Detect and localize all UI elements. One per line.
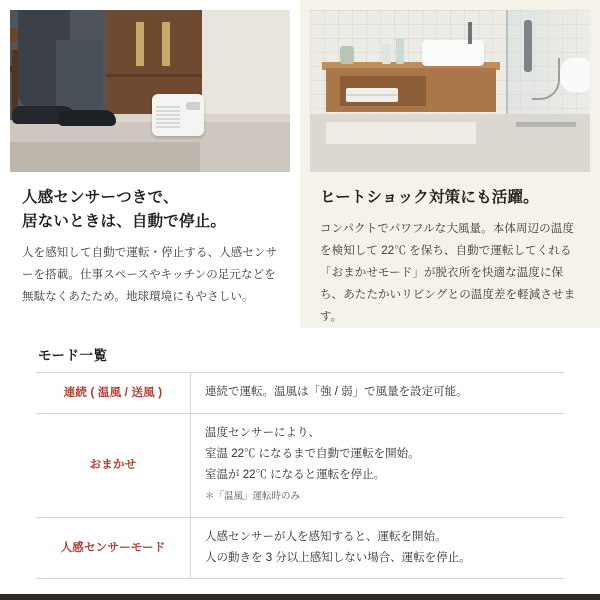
mode-name-auto: おまかせ — [36, 413, 191, 517]
headline-line-2: 居ないときは、自動で停止。 — [22, 213, 227, 231]
wash-basin — [422, 40, 484, 66]
text-row — [0, 172, 600, 328]
desc-line: 室温 22℃ になるまで自動で運転を開始。 — [205, 447, 420, 460]
mode-name-continuous: 連続 ( 温風 / 送風 ) — [36, 373, 191, 413]
bath-mat — [326, 122, 476, 144]
mode-list-title: モード一覧 — [38, 348, 108, 364]
photo-row — [0, 0, 600, 172]
feature-body-heatshock: コンパクトでパワフルな大風量。本体周辺の温度を検知して 22℃ を保ち、自動で運転してくれる「おまかせモード」が脱衣所を快適な温度に保ち、あたたかいリビングとの温度差を軽減させます。 — [320, 223, 576, 324]
feature-headline-heatshock — [320, 186, 580, 210]
feature-headline-sensor — [22, 186, 278, 234]
table-row — [36, 373, 564, 413]
photo-room-with-heater — [10, 10, 290, 172]
cabinet-handle-left — [136, 22, 144, 66]
shoe-right — [58, 110, 116, 126]
feature-body-sensor: 人を感知して自動で運転・停止する、人感センサーを搭載。仕事スペースやキッチンの足元などを無駄なくあたため。地球環境にもやさしい。 — [22, 247, 278, 304]
person-leg-right — [56, 40, 102, 114]
bottom-bar — [0, 594, 600, 600]
desc-note: ＊「温風」運転時のみ — [205, 491, 301, 503]
feature-block-heatshock — [300, 172, 600, 328]
mode-table — [36, 372, 564, 579]
table-row — [36, 517, 564, 579]
panel-left-photo-wrap — [0, 0, 300, 172]
wall-right — [198, 10, 290, 120]
shower-mixer — [524, 20, 532, 72]
desc-line: 連続で運転。温風は「強 / 弱」で風量を設定可能。 — [205, 386, 468, 399]
headline-line-1: ヒートショック対策にも活躍。 — [320, 189, 539, 206]
heater-control-panel — [186, 102, 200, 110]
mode-name-human-sensor: 人感センサーモード — [36, 517, 191, 579]
desc-line: 人感センサーが人を感知すると、運転を開始。 — [205, 530, 447, 543]
bottle-tall — [396, 38, 404, 64]
desc-line: 室温が 22℃ になると運転を停止。 — [205, 469, 386, 482]
mode-list-section — [0, 328, 600, 579]
headline-line-1: 人感センサーつきで、 — [22, 189, 179, 206]
faucet — [468, 22, 472, 44]
desc-line: 人の動きを 3 分以上感知しない場合、運転を停止。 — [205, 552, 471, 564]
bottle-small — [382, 44, 391, 64]
cabinet-handle-right — [162, 22, 170, 66]
mode-desc-auto — [191, 413, 565, 517]
floor-drain — [516, 122, 576, 127]
photo-bathroom — [310, 10, 590, 172]
heater-grill — [156, 106, 180, 130]
floor-rug — [10, 142, 200, 172]
mode-desc-continuous — [191, 373, 565, 413]
panel-right-photo-wrap — [300, 0, 600, 172]
folded-towels — [346, 88, 398, 102]
bathtub — [560, 58, 590, 92]
plant-pot — [340, 46, 354, 64]
panel-left — [0, 0, 300, 172]
feature-block-sensor — [0, 172, 300, 328]
table-row — [36, 413, 564, 517]
desc-line: 温度センサーにより、 — [205, 426, 320, 439]
mode-desc-human-sensor — [191, 517, 565, 579]
panel-right — [300, 0, 600, 172]
